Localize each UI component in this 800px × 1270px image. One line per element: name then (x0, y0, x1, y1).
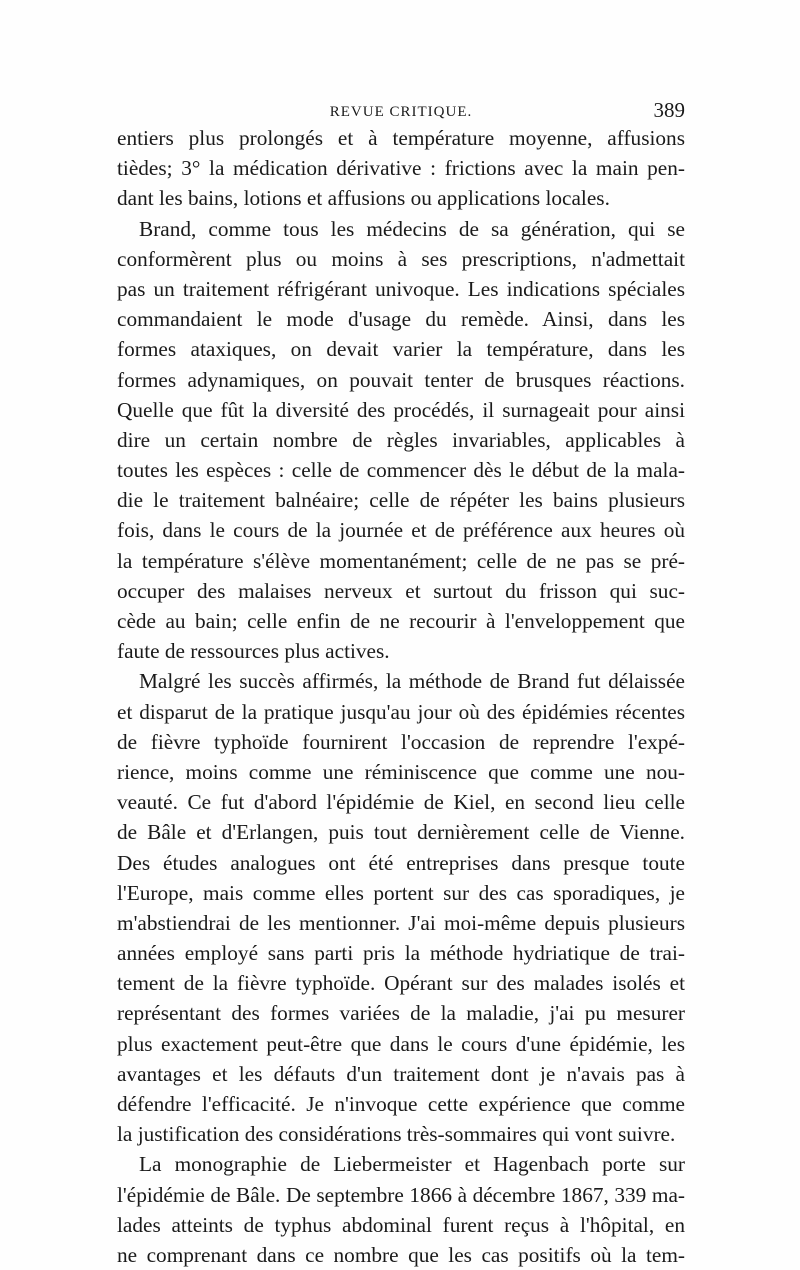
text-line: ne comprenant dans ce nombre que les cas positifs où la tem- (117, 1242, 685, 1267)
text-line: La monographie de Liebermeister et Hagenbach porte sur (139, 1152, 685, 1177)
text-line: cède au bain; celle enfin de ne recourir à l'enveloppement que (117, 609, 685, 633)
text-line: années employé sans parti pris la méthode hydriatique de trai- (117, 941, 685, 966)
text-line: de Bâle et d'Erlangen, puis tout dernièrement celle de Vienne. (117, 820, 685, 845)
text-line: entiers plus prolongés et à température moyenne, affusions (117, 126, 685, 150)
text-line: dant les bains, lotions et affusions ou applications locales. (117, 186, 610, 211)
text-line: faute de ressources plus actives. (117, 639, 390, 664)
text-line: la justification des considérations très-sommaires qui vont suivre. (117, 1122, 676, 1147)
text-line: représentant des formes variées de la maladie, j'ai pu mesurer (117, 1001, 685, 1026)
text-line: conformèrent plus ou moins à ses prescriptions, n'admettait (117, 246, 685, 271)
text-line: tement de la fièvre typhoïde. Opérant sur des malades isolés et (117, 971, 685, 996)
text-line: fois, dans le cours de la journée et de préférence aux heures où (117, 518, 685, 543)
text-line: et disparut de la pratique jusqu'au jour où des épidémies récentes (117, 699, 685, 724)
text-line: l'Europe, mais comme elles portent sur des cas sporadiques, je (117, 880, 685, 905)
text-line: défendre l'efficacité. Je n'invoque cette expérience que comme (117, 1092, 685, 1116)
text-line: de fièvre typhoïde fournirent l'occasion de reprendre l'expé- (117, 729, 685, 754)
text-line: formes adynamiques, on pouvait tenter de brusques réactions. (117, 367, 685, 392)
text-line: Des études analogues ont été entreprises dans presque toute (117, 850, 685, 875)
text-line: Malgré les succès affirmés, la méthode de Brand fut délaissée (139, 669, 685, 694)
text-line: lades atteints de typhus abdominal furent reçus à l'hôpital, en (117, 1212, 685, 1237)
running-title: REVUE CRITIQUE. (329, 104, 473, 120)
text-line: la température s'élève momentanément; celle de ne pas se pré- (117, 548, 685, 573)
text-line: tièdes; 3° la médication dérivative : frictions avec la main pen- (117, 156, 685, 181)
text-line: occuper des malaises nerveux et surtout du frisson qui suc- (117, 578, 685, 603)
text-line: dire un certain nombre de règles invariables, applicables à (117, 427, 685, 452)
text-line: l'épidémie de Bâle. De septembre 1866 à décembre 1867, 339 ma- (117, 1182, 685, 1207)
page-number: 389 (653, 98, 685, 122)
text-line: rience, moins comme une réminiscence que comme une nou- (117, 759, 685, 784)
body-text (117, 123, 685, 1270)
text-line: plus exactement peut-être que dans le cours d'une épidémie, les (117, 1031, 685, 1056)
text-line: avantages et les défauts d'un traitement dont je n'avais pas à (117, 1061, 685, 1086)
text-line: die le traitement balnéaire; celle de répéter les bains plusieurs (117, 488, 685, 513)
text-line: toutes les espèces : celle de commencer dès le début de la mala- (117, 458, 685, 483)
text-line: veauté. Ce fut d'abord l'épidémie de Kiel, en second lieu celle (117, 790, 685, 815)
text-line: pas un traitement réfrigérant univoque. Les indications spéciales (117, 276, 685, 301)
text-line: formes ataxiques, on devait varier la température, dans les (117, 337, 685, 362)
text-line: Brand, comme tous les médecins de sa génération, qui se (139, 216, 685, 241)
text-line: Quelle que fût la diversité des procédés, il surnageait pour ainsi (117, 397, 685, 422)
text-line: commandaient le mode d'usage du remède. Ainsi, dans les (117, 307, 685, 332)
text-line: m'abstiendrai de les mentionner. J'ai moi-même depuis plusieurs (117, 910, 685, 935)
